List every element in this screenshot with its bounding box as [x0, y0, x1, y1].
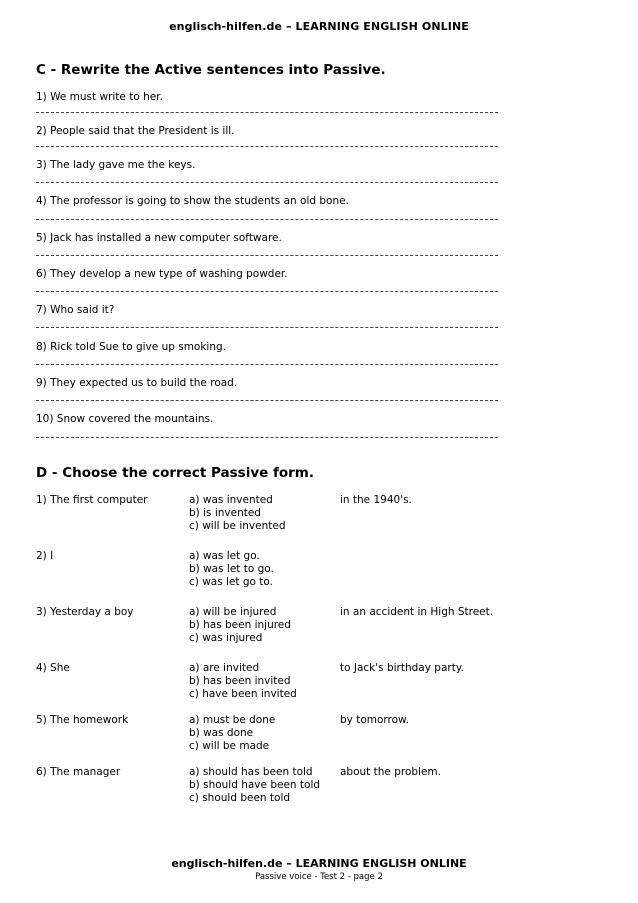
question-1-option-a[interactable]: a) was invented — [189, 494, 273, 506]
question-6-ending: about the problem. — [340, 766, 441, 778]
answer-line-5[interactable] — [36, 255, 498, 256]
question-5-ending: by tomorrow. — [340, 714, 410, 726]
question-3-ending: in an accident in High Street. — [340, 606, 494, 618]
question-6-option-c[interactable]: c) should been told — [189, 792, 291, 804]
sentence-10: 10) Snow covered the mountains. — [36, 413, 214, 425]
page-footer-subtitle: Passive voice - Test 2 - page 2 — [255, 872, 383, 882]
question-2-stem: 2) I — [36, 550, 54, 562]
question-1-stem: 1) The first computer — [36, 494, 148, 506]
answer-line-1[interactable] — [36, 112, 498, 113]
question-3-option-c[interactable]: c) was injured — [189, 632, 263, 644]
question-2-option-a[interactable]: a) was let go. — [189, 550, 260, 562]
page-footer: englisch-hilfen.de – LEARNING ENGLISH ONLINE — [171, 857, 467, 870]
question-5-stem: 5) The homework — [36, 714, 129, 726]
question-3-option-b[interactable]: b) has been injured — [189, 619, 291, 631]
question-3-stem: 3) Yesterday a boy — [36, 606, 134, 618]
sentence-3: 3) The lady gave me the keys. — [36, 159, 196, 171]
sentence-7: 7) Who said it? — [36, 304, 115, 316]
answer-line-10[interactable] — [36, 437, 498, 438]
question-5-option-b[interactable]: b) was done — [189, 727, 254, 739]
answer-line-3[interactable] — [36, 182, 498, 183]
sentence-8: 8) Rick told Sue to give up smoking. — [36, 341, 227, 353]
answer-line-4[interactable] — [36, 219, 498, 220]
question-1-ending: in the 1940's. — [340, 494, 412, 506]
question-1-option-c[interactable]: c) will be invented — [189, 520, 286, 532]
page-header: englisch-hilfen.de – LEARNING ENGLISH ONLINE — [169, 20, 469, 33]
question-4-option-a[interactable]: a) are invited — [189, 662, 260, 674]
question-4-option-c[interactable]: c) have been invited — [189, 688, 297, 700]
section-d-title: D - Choose the correct Passive form. — [36, 465, 314, 481]
sentence-5: 5) Jack has installed a new computer software. — [36, 232, 282, 244]
answer-line-8[interactable] — [36, 364, 498, 365]
question-2-option-b[interactable]: b) was let to go. — [189, 563, 274, 575]
question-6-stem: 6) The manager — [36, 766, 121, 778]
sentence-6: 6) They develop a new type of washing powder. — [36, 268, 288, 280]
question-1-option-b[interactable]: b) is invented — [189, 507, 261, 519]
answer-line-6[interactable] — [36, 291, 498, 292]
answer-line-7[interactable] — [36, 327, 498, 328]
question-6-option-b[interactable]: b) should have been told — [189, 779, 321, 791]
question-3-option-a[interactable]: a) will be injured — [189, 606, 277, 618]
sentence-2: 2) People said that the President is ill. — [36, 125, 235, 137]
question-2-option-c[interactable]: c) was let go to. — [189, 576, 273, 588]
question-6-option-a[interactable]: a) should has been told — [189, 766, 313, 778]
question-5-option-a[interactable]: a) must be done — [189, 714, 276, 726]
question-4-ending: to Jack's birthday party. — [340, 662, 464, 674]
sentence-9: 9) They expected us to build the road. — [36, 377, 238, 389]
question-4-stem: 4) She — [36, 662, 70, 674]
answer-line-2[interactable] — [36, 146, 498, 147]
sentence-1: 1) We must write to her. — [36, 91, 163, 103]
question-4-option-b[interactable]: b) has been invited — [189, 675, 291, 687]
section-c-title: C - Rewrite the Active sentences into Passive. — [36, 62, 386, 78]
question-5-option-c[interactable]: c) will be made — [189, 740, 270, 752]
answer-line-9[interactable] — [36, 400, 498, 401]
sentence-4: 4) The professor is going to show the students an old bone. — [36, 195, 349, 207]
